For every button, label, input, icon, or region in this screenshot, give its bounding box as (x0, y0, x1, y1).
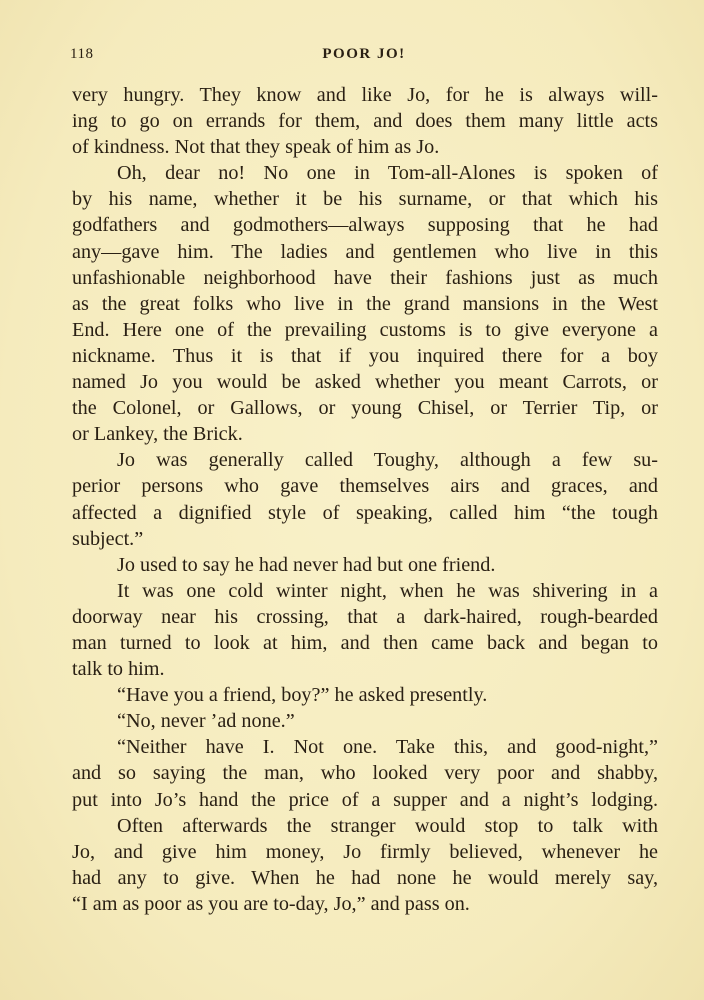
text-line: nickname. Thus it is that if you inquired there for a boy (72, 344, 658, 367)
text-line: put into Jo’s hand the price of a supper and a night’s lodging. (72, 788, 658, 811)
text-line: godfathers and godmothers—always supposing that he had (72, 214, 658, 237)
text-line: by his name, whether it be his surname, or that which his (72, 188, 658, 211)
text-line: It was one cold winter night, when he was shivering in a (117, 579, 658, 602)
text-line: unfashionable neighborhood have their fashions just as much (72, 266, 658, 289)
text-line: “Have you a friend, boy?” he asked presently. (117, 684, 488, 707)
text-line: Jo, and give him money, Jo firmly believed, whenever he (72, 840, 658, 863)
text-line: had any to give. When he had none he would merely say, (72, 866, 658, 889)
text-line: Jo was generally called Toughy, although a few su- (117, 449, 658, 472)
text-line: of kindness. Not that they speak of him as Jo. (72, 136, 440, 159)
text-line: Jo used to say he had never had but one friend. (117, 553, 496, 576)
text-line: “No, never ’ad none.” (117, 710, 295, 733)
text-line: subject.” (72, 527, 144, 550)
text-line: any—gave him. The ladies and gentlemen who live in this (72, 240, 658, 263)
text-line: “Neither have I. Not one. Take this, and good-night,” (117, 736, 658, 759)
text-line: “I am as poor as you are to-day, Jo,” and pass on. (72, 892, 470, 915)
text-line: or Lankey, the Brick. (72, 423, 243, 446)
page-header (70, 46, 658, 68)
text-line: End. Here one of the prevailing customs is to give everyone a (72, 318, 658, 341)
text-line: Oh, dear no! No one in Tom-all-Alones is spoken of (117, 162, 658, 185)
text-line: Often afterwards the stranger would stop to talk with (117, 814, 658, 837)
page-number: 118 (70, 46, 94, 62)
body-text (72, 82, 658, 917)
text-line: and so saying the man, who looked very poor and shabby, (72, 762, 658, 785)
text-line: talk to him. (72, 658, 165, 681)
text-line: ing to go on errands for them, and does them many little acts (72, 110, 658, 133)
running-head: POOR JO! (322, 46, 406, 62)
text-line: the Colonel, or Gallows, or young Chisel, or Terrier Tip, or (72, 397, 658, 420)
text-line: perior persons who gave themselves airs and graces, and (72, 475, 658, 498)
text-line: affected a dignified style of speaking, called him “the tough (72, 501, 658, 524)
text-line: doorway near his crossing, that a dark-haired, rough-bearded (72, 605, 658, 628)
text-line: very hungry. They know and like Jo, for he is always will- (72, 84, 658, 106)
text-line: as the great folks who live in the grand mansions in the West (72, 292, 658, 315)
text-line: named Jo you would be asked whether you meant Carrots, or (72, 371, 658, 394)
text-line: man turned to look at him, and then came back and began to (72, 631, 658, 654)
